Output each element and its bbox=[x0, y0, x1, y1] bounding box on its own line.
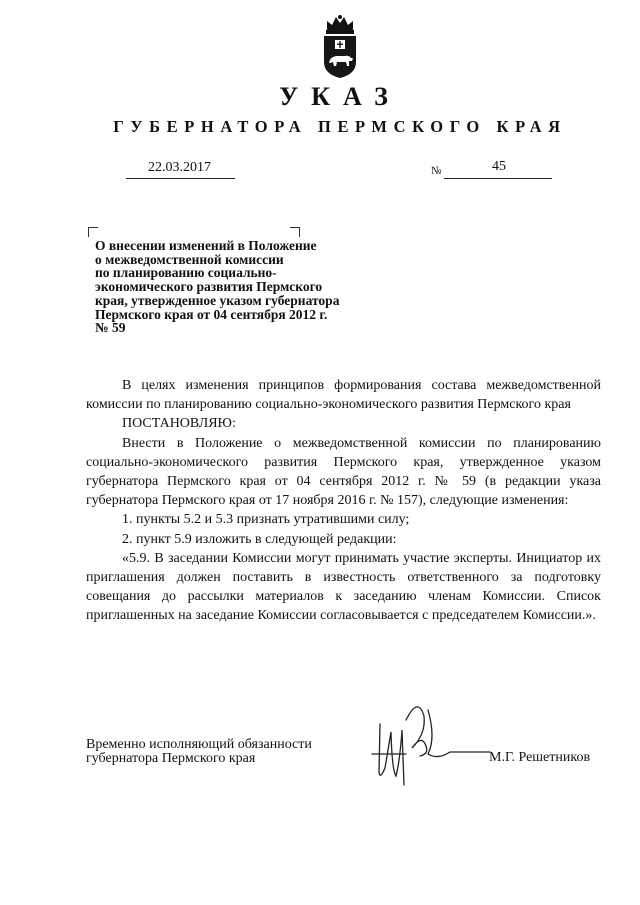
subject-line: О внесении изменений в Положение bbox=[95, 238, 317, 253]
decree-body bbox=[86, 376, 601, 626]
perm-krai-coat-of-arms-icon bbox=[318, 14, 362, 80]
decree-word: ПОСТАНОВЛЯЮ: bbox=[122, 416, 236, 432]
number-underline bbox=[444, 178, 552, 179]
number-prefix: № bbox=[431, 165, 442, 177]
subject-line: Пермского края от 04 сентября 2012 г. bbox=[95, 306, 328, 322]
decree-date: 22.03.2017 bbox=[148, 160, 211, 175]
item-2: 2. пункт 5.9 изложить в следующей редакции: bbox=[122, 531, 397, 547]
document-subtitle: ГУБЕРНАТОРА ПЕРМСКОГО КРАЯ bbox=[113, 117, 567, 136]
decree-subject bbox=[95, 239, 395, 335]
signatory-position bbox=[86, 738, 312, 765]
decree-number: 45 bbox=[492, 159, 506, 174]
date-underline bbox=[126, 178, 235, 179]
subject-line: № 59 bbox=[95, 320, 126, 336]
subject-corner-right bbox=[290, 227, 300, 237]
intro-paragraph: Внести в Положение о межведомственной комиссии по планированию социально-экономического развития Пермского края, утвержденное указом губернатора Пермского края от 04 сентября 2012 г. № 59 (в редакции указа губернатора Пермского края от 17 ноября 2016 г. № 157), следующие изменения: bbox=[86, 435, 601, 509]
subject-corner-left bbox=[88, 227, 98, 237]
subject-line: экономического развития Пермского bbox=[95, 279, 323, 295]
subject-line: края, утвержденное указом губернатора bbox=[95, 292, 340, 308]
item-1: 1. пункты 5.2 и 5.3 признать утратившими силу; bbox=[122, 512, 410, 528]
preamble-paragraph: В целях изменения принципов формирования состава межведомственной комиссии по планированию социально-экономического развития Пермского края bbox=[86, 378, 601, 413]
position-line: Временно исполняющий обязанности bbox=[86, 737, 312, 752]
subject-line: о межведомственной комиссии bbox=[95, 251, 284, 267]
signatory-name: М.Г. Решетников bbox=[489, 750, 591, 765]
document-title: УКАЗ bbox=[279, 82, 401, 111]
subject-line: по планированию социально- bbox=[95, 265, 277, 281]
quoted-paragraph: «5.9. В заседании Комиссии могут принимать участие эксперты. Инициатор их приглашения должен поставить в известность ответственного за подготовку совещания до рассылки материалов к заседанию членам Комиссии. Список приглашенных на заседание Комиссии согласовывается с председателем Комиссии.». bbox=[86, 550, 601, 624]
position-line: губернатора Пермского края bbox=[86, 750, 256, 766]
handwritten-signature bbox=[366, 690, 492, 790]
